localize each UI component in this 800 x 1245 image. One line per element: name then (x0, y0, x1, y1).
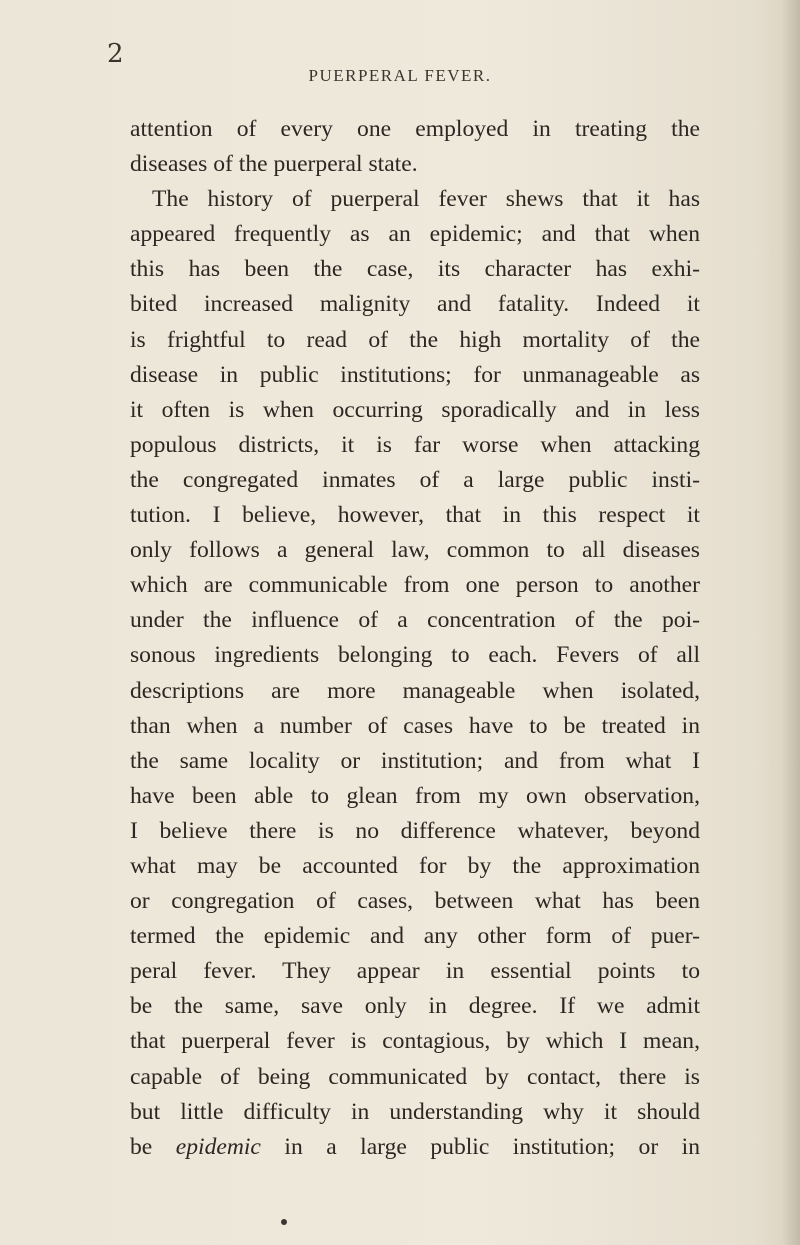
text-line: than when a number of cases have to be treated in (130, 712, 700, 739)
text-line: sonous ingredients belonging to each. Fevers of all (130, 642, 700, 669)
text-line: bited increased malignity and fatality. Indeed it (130, 291, 700, 318)
page-number: 2 (107, 39, 124, 69)
text-line: it often is when occurring sporadically and in less (130, 396, 700, 423)
text-line: only follows a general law, common to all diseases (130, 537, 700, 564)
text-line: have been able to glean from my own observation, (130, 782, 700, 809)
text-line: populous districts, it is far worse when attacking (130, 431, 700, 458)
text-line: attention of every one employed in treating the (130, 116, 700, 142)
text-line: under the influence of a concentration of the poi- (130, 607, 700, 634)
text-line: is frightful to read of the high mortality of the (130, 326, 700, 353)
text-line: disease in public institutions; for unmanageable as (130, 361, 700, 388)
final-line-italic: epidemic (175, 1133, 261, 1160)
text-line: I believe there is no difference whatever, beyond (130, 817, 700, 844)
final-line-before: be (130, 1133, 176, 1160)
text-line: that puerperal fever is contagious, by which I mean, (130, 1028, 700, 1055)
page-edge-shadow (782, 0, 800, 1245)
text-line: capable of being communicated by contact, there is (130, 1063, 700, 1090)
text-line: this has been the case, its character has exhi- (130, 256, 700, 283)
text-line: what may be accounted for by the approximation (130, 852, 700, 879)
text-line: which are communicable from one person to another (130, 572, 700, 599)
text-line: The history of puerperal fever shews that it has (152, 186, 700, 213)
text-line: diseases of the puerperal state. (130, 151, 418, 178)
final-line-after: in a large public institution; or in (260, 1133, 701, 1160)
text-line: tution. I believe, however, that in this respect it (130, 502, 700, 529)
running-head: PUERPERAL FEVER. (308, 66, 492, 85)
text-line: appeared frequently as an epidemic; and that when (130, 221, 700, 248)
body-text (130, 112, 700, 1165)
text-line: descriptions are more manageable when isolated, (130, 677, 700, 704)
text-line-final (130, 1130, 700, 1165)
text-line: the congregated inmates of a large public insti- (130, 466, 700, 493)
text-line: peral fever. They appear in essential points to (130, 958, 700, 985)
ink-dot (281, 1219, 287, 1225)
text-line: the same locality or institution; and from what I (130, 747, 700, 774)
text-line: termed the epidemic and any other form of puer- (130, 923, 700, 950)
text-line: be the same, save only in degree. If we admit (130, 993, 700, 1020)
text-line: or congregation of cases, between what has been (130, 888, 700, 915)
text-line: but little difficulty in understanding why it should (130, 1098, 700, 1125)
